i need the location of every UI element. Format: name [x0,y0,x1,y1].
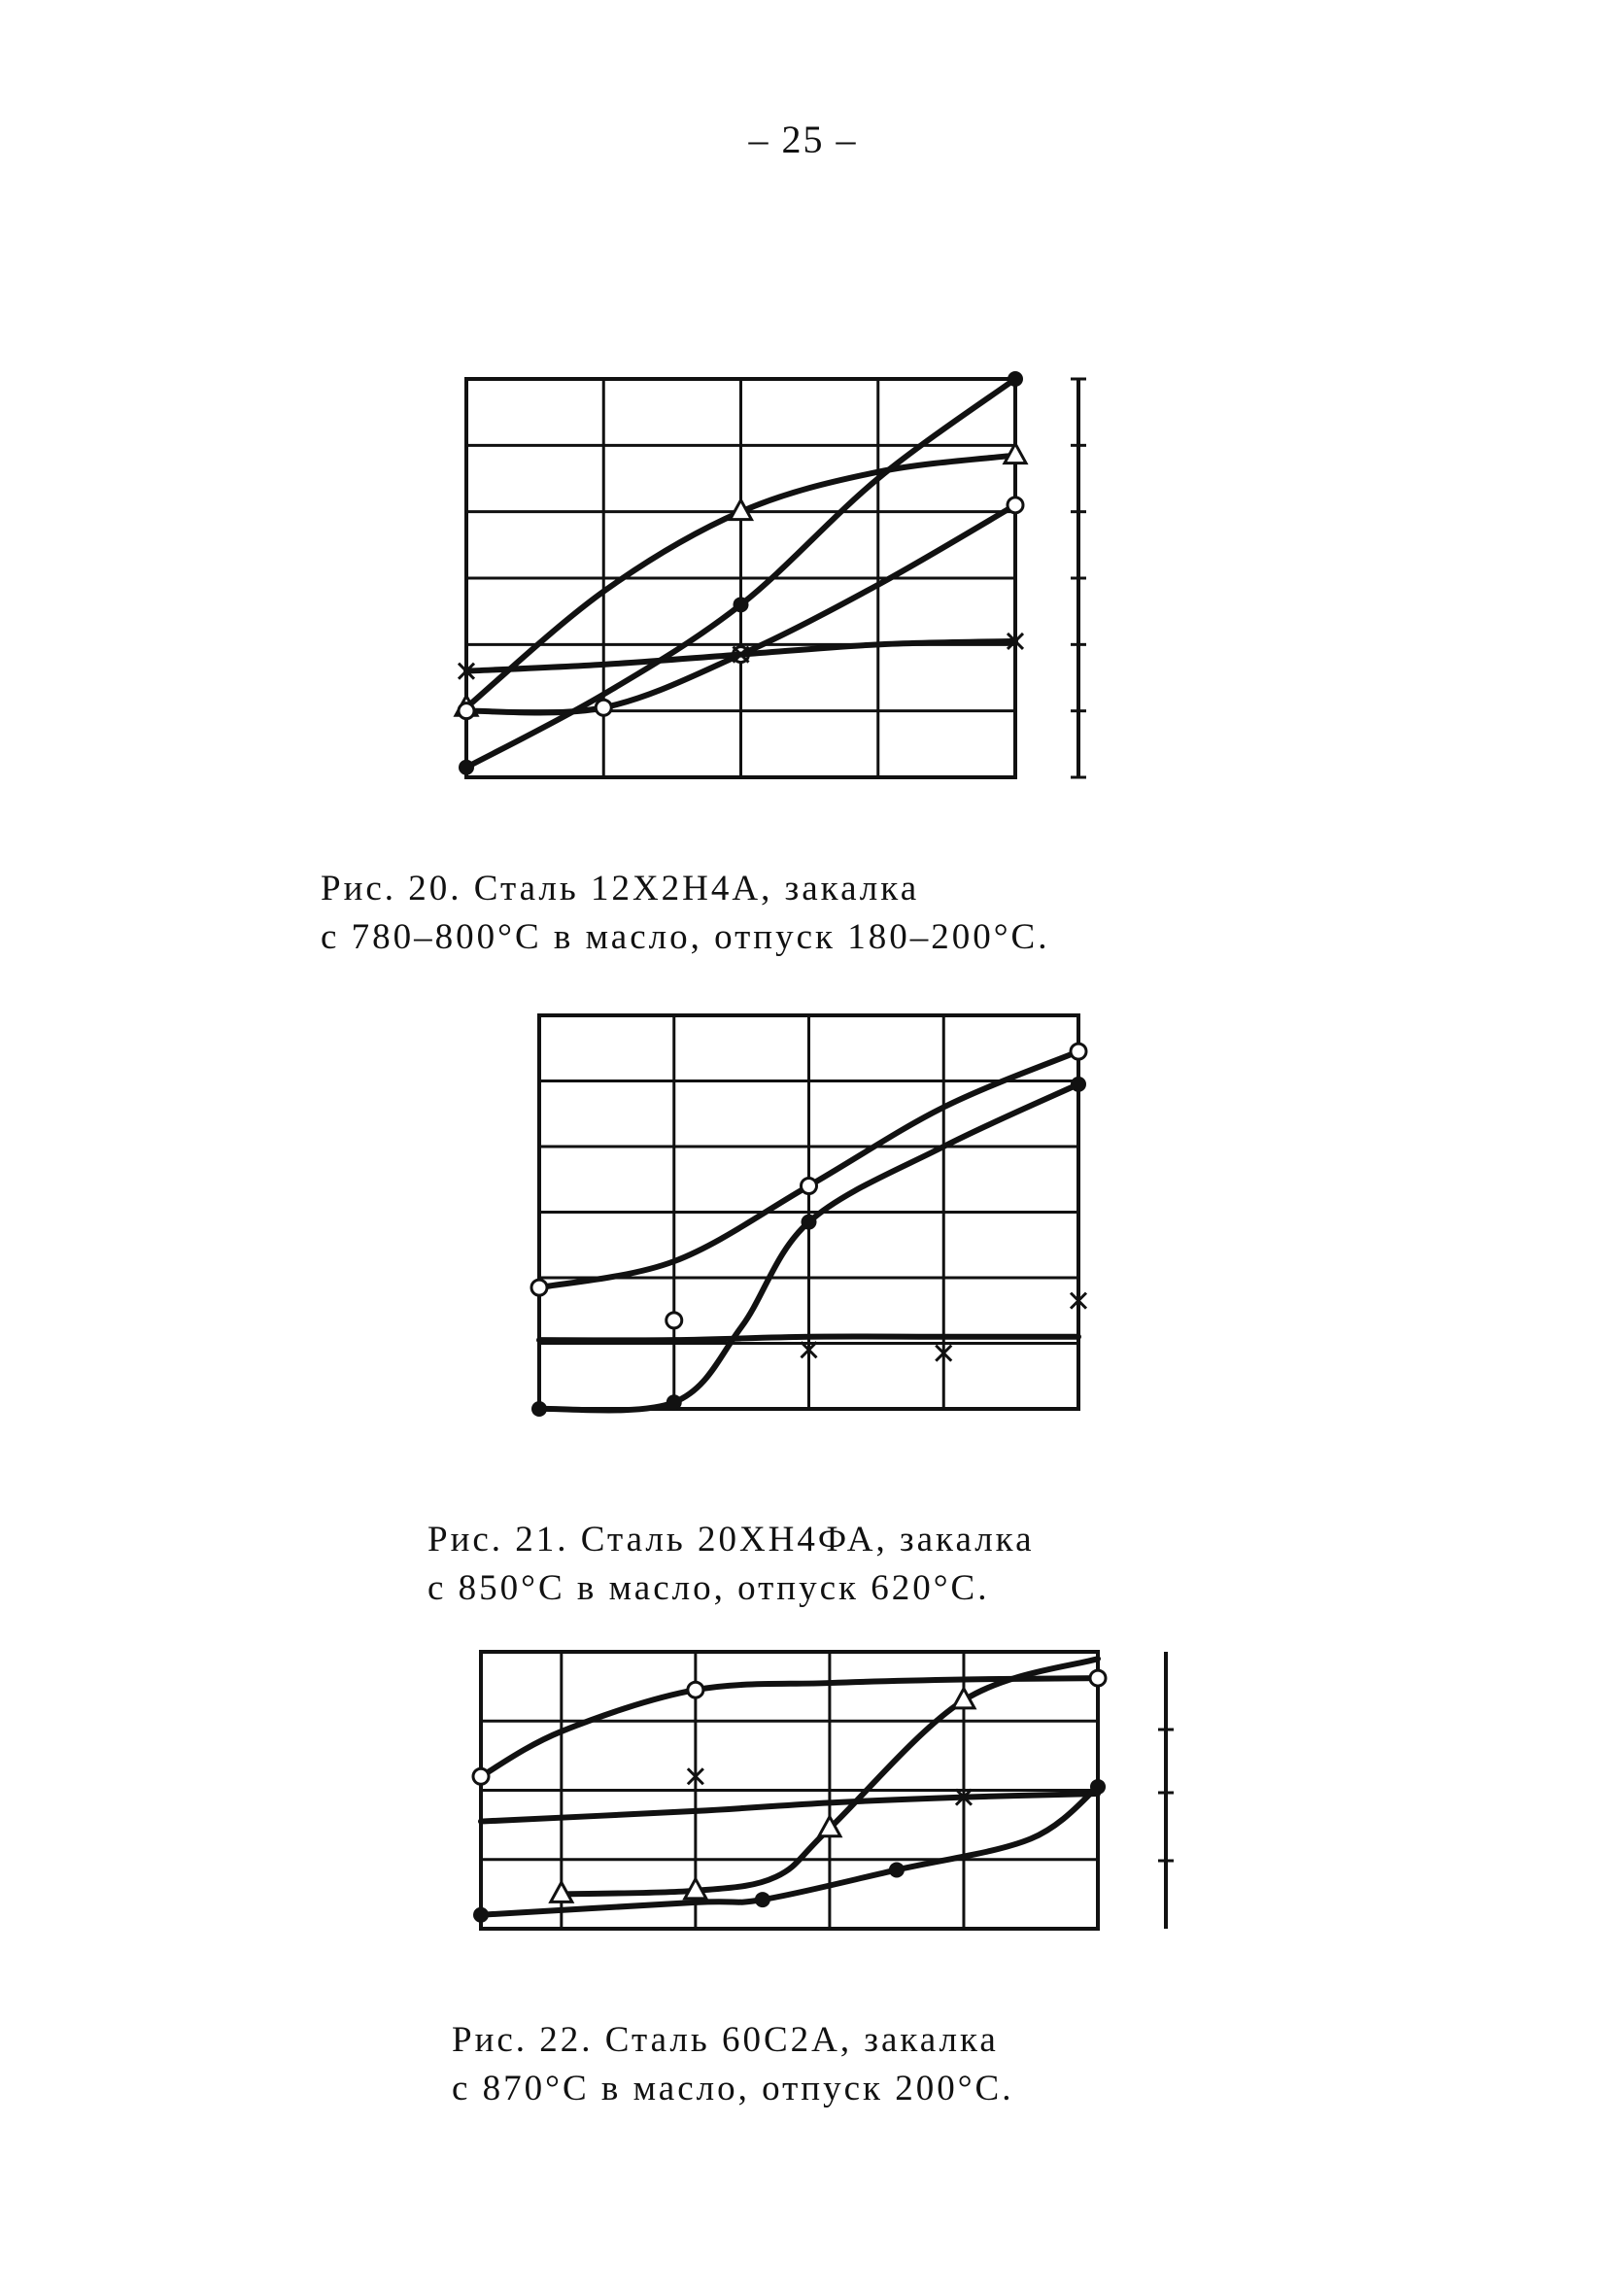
grid [481,1652,1098,1929]
marker-filled-dot [734,597,749,612]
series-line-HRC [481,1794,1098,1822]
marker-open-circle [531,1280,547,1295]
series-line-ε1 [481,1678,1098,1776]
marker-filled-dot [1071,1077,1086,1092]
marker-filled-dot [802,1215,817,1230]
marker-filled-dot [459,760,474,775]
marker-filled-dot [755,1892,770,1907]
caption-line2: с 870°С в масло, отпуск 200°С. [452,2069,1014,2108]
marker-filled-dot [889,1862,905,1877]
caption-line1: Рис. 20. Сталь 12Х2Н4А, закалка [321,869,920,908]
caption-line2: с 850°С в масло, отпуск 620°С. [427,1568,990,1608]
marker-open-circle [473,1768,489,1784]
marker-open-circle [688,1682,703,1697]
series-ε1 [473,1670,1106,1784]
marker-open-circle [459,703,474,719]
caption-fig22 [452,2016,1013,2113]
chart-fig22 [0,1613,1606,2040]
marker-filled-dot [1090,1779,1106,1795]
marker-filled-dot [666,1394,682,1410]
marker-open-circle [1090,1670,1106,1686]
page-number: – 25 – [748,118,858,161]
marker-open-circle [666,1313,682,1328]
chart-fig21 [0,967,1606,1511]
marker-open-circle [802,1179,817,1194]
caption-line1: Рис. 22. Сталь 60С2А, закалка [452,2020,999,2060]
chart-fig20 [0,321,1606,845]
marker-filled-dot [473,1907,489,1923]
caption-line2: с 780–800°С в масло, отпуск 180–200°С. [321,917,1050,957]
series-HRC [481,1790,1098,1822]
marker-filled-dot [531,1401,547,1417]
caption-fig20 [321,865,1049,962]
caption-fig21 [427,1516,1035,1613]
marker-open-circle [1071,1044,1086,1059]
marker-open-circle [1008,497,1023,513]
caption-line1: Рис. 21. Сталь 20ХН4ФА, закалка [427,1520,1035,1559]
marker-filled-dot [1008,371,1023,387]
marker-open-circle [596,700,611,715]
series-Qн [551,1659,1098,1902]
